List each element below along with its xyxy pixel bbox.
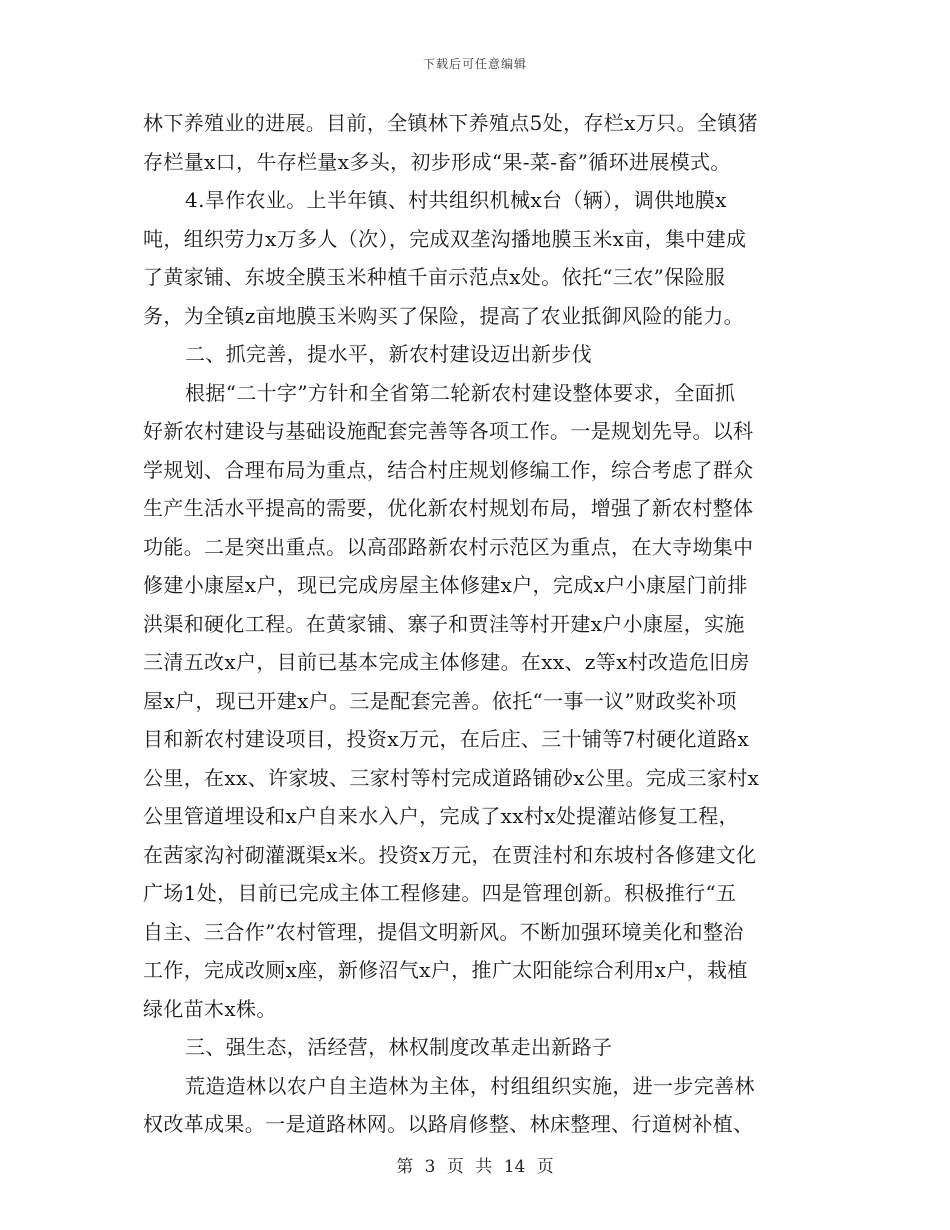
text-line: 工作，完成改厕x座，新修沼气x户，推广太阳能综合利用x户，栽植 — [143, 958, 748, 982]
text-line: 在茜家沟衬砌灌溉渠x米。投资x万元，在贾洼村和东坡村各修建文化 — [143, 842, 757, 867]
text-line: 荒造造林以农户自主造林为主体，村组组织实施，进一步完善林 — [185, 1073, 755, 1098]
text-line: 4.旱作农业。上半年镇、村共组织机械x台（辆），调供地膜x — [185, 188, 727, 212]
text-line: 二、抓完善，提水平，新农村建设迈出新步伐 — [185, 342, 592, 366]
text-line: 广场1处，目前已完成主体工程修建。四是管理创新。积极推行“五 — [143, 881, 737, 905]
page-footer: 第 3 页 共 14 页 — [396, 1157, 554, 1177]
body-text — [143, 104, 815, 1144]
text-line: 自主、三合作”农村管理，提倡文明新风。不断加强环境美化和整治 — [143, 919, 744, 944]
text-line: 功能。二是突出重点。以高邵路新农村示范区为重点，在大寺坳集中 — [143, 534, 754, 559]
text-line: 公里管道埋设和x户自来水入户，完成了xx村x处提灌站修复工程， — [143, 804, 739, 828]
text-line: 绿化苗木x株。 — [143, 996, 277, 1021]
text-line: 生产生活水平提高的需要，优化新农村规划布局，增强了新农村整体 — [143, 496, 754, 520]
text-line: 吨，组织劳力x万多人（次），完成双垄沟播地膜玉米x亩，集中建成 — [143, 226, 747, 251]
text-line: 目和新农村建设项目，投资x万元，在后庄、三十铺等7村硬化道路x — [143, 727, 750, 751]
text-line: 洪渠和硬化工程。在黄家铺、寨子和贾洼等村开建x户小康屋，实施 — [143, 611, 745, 636]
text-line: 根据“二十字”方针和全省第二轮新农村建设整体要求，全面抓 — [185, 380, 736, 405]
text-line: 三清五改x户，目前已基本完成主体修建。在xx、z等x村改造危旧房 — [143, 650, 750, 674]
text-line: 权改革成果。一是道路林网。以路肩修整、林床整理、行道树补植、 — [143, 1112, 754, 1136]
text-line: 好新农村建设与基础设施配套完善等各项工作。一是规划先导。以科 — [143, 419, 754, 443]
text-line: 林下养殖业的进展。目前，全镇林下养殖点5处，存栏x万只。全镇猪 — [143, 111, 758, 135]
text-line: 了黄家铺、东坡全膜玉米种植千亩示范点x处。依托“三农”保险服 — [143, 265, 726, 289]
text-line: 存栏量x口，牛存栏量x多头，初步形成“果-菜-畜”循环进展模式。 — [143, 149, 731, 174]
text-line: 三、强生态，活经营，林权制度改革走出新路子 — [185, 1035, 613, 1059]
text-line: 学规划、合理布局为重点，结合村庄规划修编工作，综合考虑了群众 — [143, 457, 754, 482]
text-line: 公里，在xx、许家坡、三家村等村完成道路铺砂x公里。完成三家村x — [143, 765, 760, 790]
text-line: 务，为全镇z亩地膜玉米购买了保险，提高了农业抵御风险的能力。 — [143, 303, 745, 328]
text-line: 修建小康屋x户，现已完成房屋主体修建x户，完成x户小康屋门前排 — [143, 573, 748, 597]
text-line: 屋x户，现已开建x户。三是配套完善。依托“一事一议”财政奖补项 — [143, 688, 737, 713]
header-note: 下载后可任意编辑 — [422, 57, 527, 71]
